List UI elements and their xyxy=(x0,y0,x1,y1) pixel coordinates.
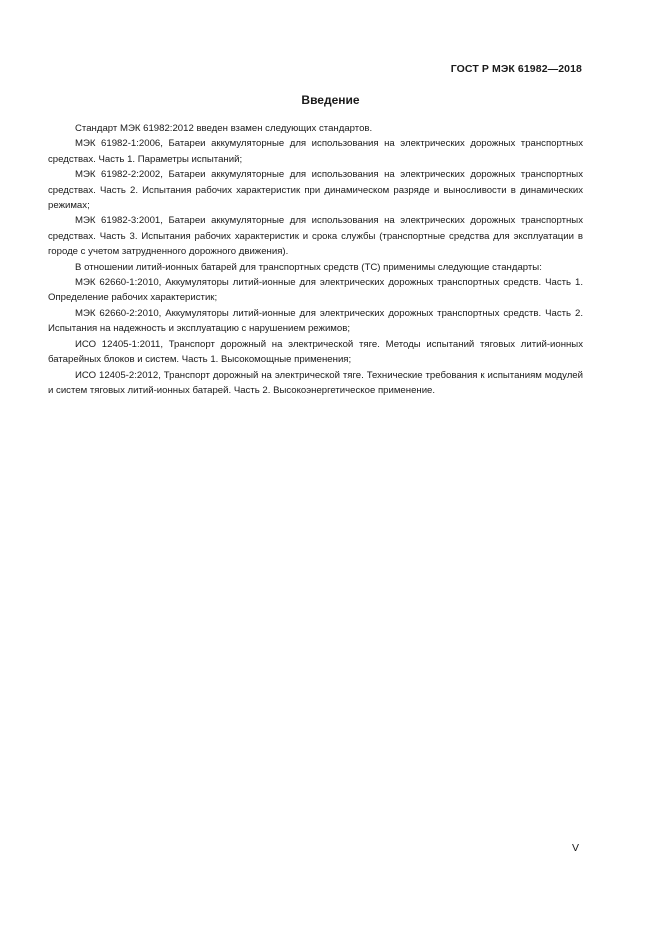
paragraph-iec-62660-1: МЭК 62660-1:2010, Аккумуляторы литий-ионные для электрических дорожных транспортных средств. Часть 1. Определение рабочих характеристик; xyxy=(48,277,583,304)
paragraph-iec-62660-2: МЭК 62660-2:2010, Аккумуляторы литий-ионные для электрических дорожных транспортных средств. Часть 2. Испытания на надежность и эксплуатацию с нарушением режимов; xyxy=(48,307,583,335)
paragraph-iec-61982-3: МЭК 61982-3:2001, Батареи аккумуляторные для использования на электрических дорожных транспортных средствах. Часть 3. Испытания рабочих характеристик и срока службы (транспортные средства для эксплуатации в городе с учетом затрудненного дорожного движения). xyxy=(48,215,583,258)
document-code: ГОСТ Р МЭК 61982—2018 xyxy=(450,63,582,75)
page-number: V xyxy=(571,842,579,854)
paragraph-iso-12405-2: ИСО 12405-2:2012, Транспорт дорожный на электрической тяге. Технические требования к испытаниям модулей и систем тяговых литий-ионных батарей. Часть 2. Высокоэнергетическое применение. xyxy=(48,369,583,396)
paragraph-iso-12405-1: ИСО 12405-1:2011, Транспорт дорожный на электрической тяге. Методы испытаний тяговых литий-ионных батарейных блоков и систем. Часть 1. Высокомощные применения; xyxy=(48,338,583,366)
paragraph-iec-61982-1: МЭК 61982-1:2006, Батареи аккумуляторные для использования на электрических дорожных транспортных средствах. Часть 1. Параметры испытаний; xyxy=(48,138,583,165)
paragraph-intro: Стандарт МЭК 61982:2012 введен взамен следующих стандартов. xyxy=(75,123,373,134)
section-title: Введение xyxy=(301,93,360,107)
paragraph-li-ion-applicable: В отношении литий-ионных батарей для транспортных средств (ТС) применимы следующие стандарты: xyxy=(75,261,542,273)
body-text xyxy=(48,121,583,398)
paragraph-iec-61982-2: МЭК 61982-2:2002, Батареи аккумуляторные для использования на электрических дорожных транспортных средствах. Часть 2. Испытания рабочих характеристик при динамическом разряде и выносливости в динамических режимах; xyxy=(48,169,583,212)
